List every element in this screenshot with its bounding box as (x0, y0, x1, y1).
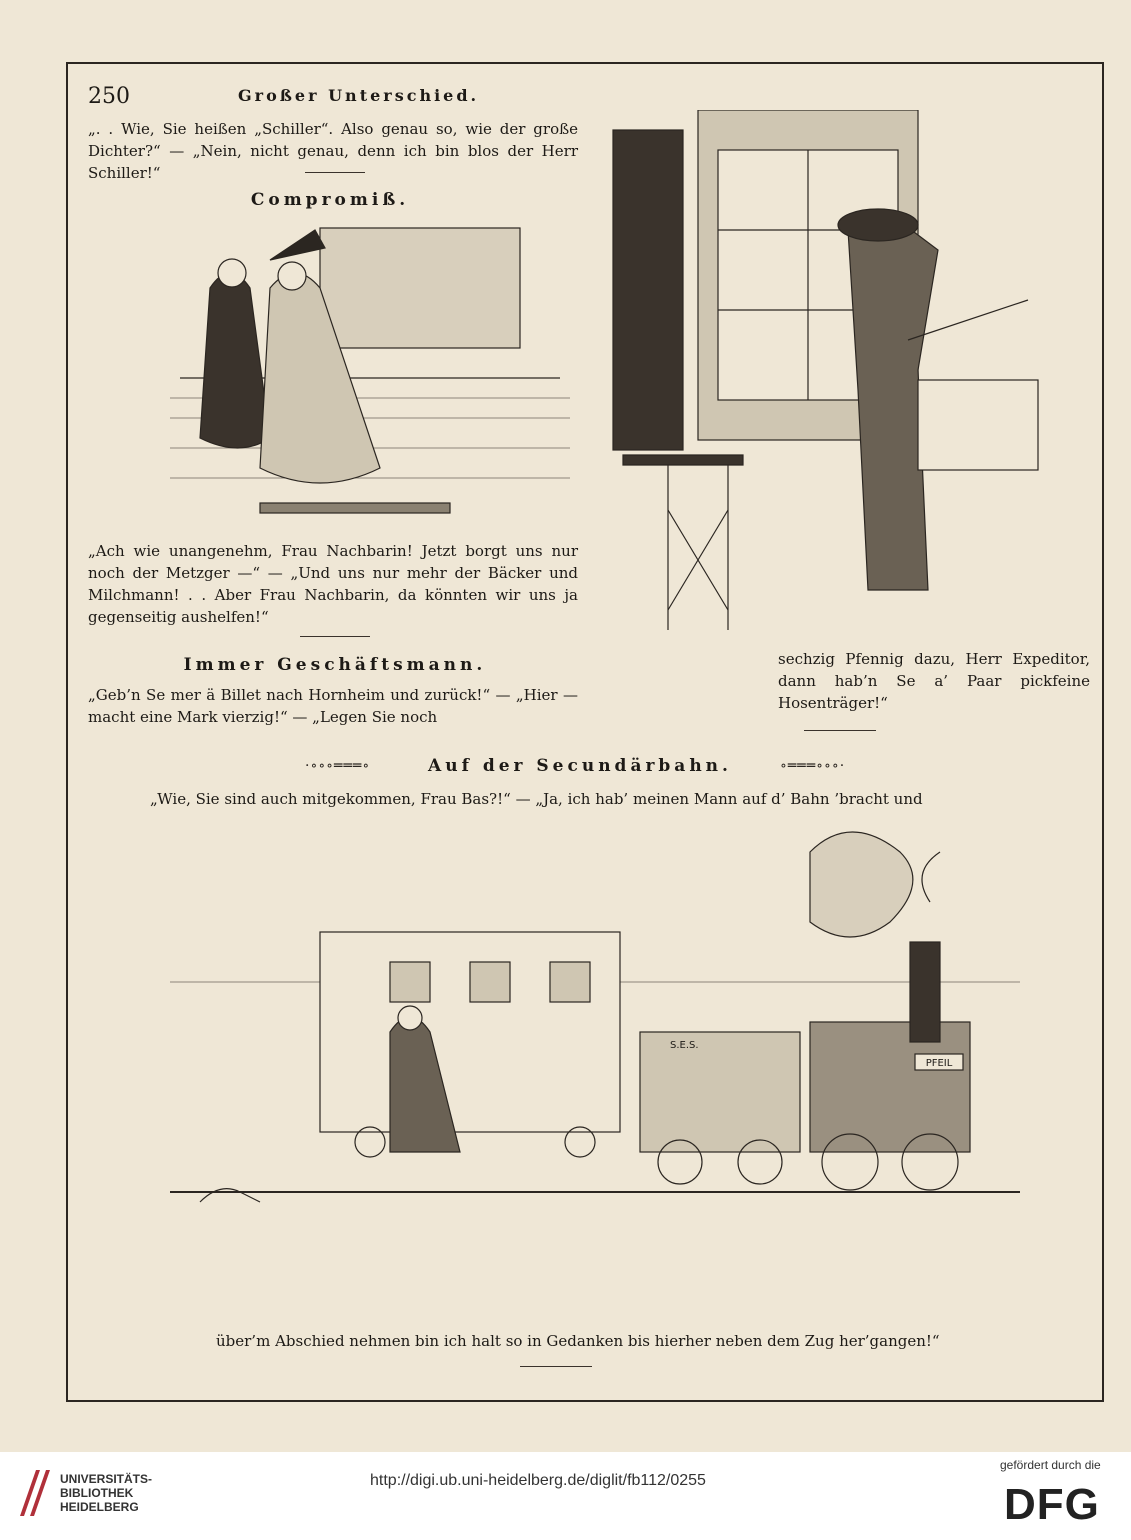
logo-line-1: UNIVERSITÄTS- (60, 1472, 153, 1486)
locomotive-plate: PFEIL (925, 1058, 953, 1069)
dialogue-neighbours: „Ach wie unangenehm, Frau Nachbarin! Jetzt borgt uns nur noch der Metzger —“ — „Und uns nur mehr der Bäcker und Milchmann! . . Aber Frau Nachbarin, da könnten wir uns ja gegenseitig aushelfen!“ (88, 542, 578, 626)
divider (804, 730, 876, 731)
dialogue-train-part1: „Wie, Sie sind auch mitgekommen, Frau Bas?!“ — „Ja, ich hab’ meinen Mann auf d’ Bahn ’bracht und (150, 790, 923, 808)
university-logo-text (60, 1472, 152, 1514)
source-url-link[interactable]: http://digi.ub.uni-heidelberg.de/diglit/fb112/0255 (370, 1472, 706, 1489)
divider (300, 636, 370, 637)
dialogue-train-part2: über’m Abschied nehmen bin ich halt so in Gedanken bis hierher neben dem Zug her’gangen!“ (216, 1332, 940, 1350)
illustration-pedlar-ticket-window (608, 110, 1088, 640)
illustration-two-women (170, 218, 570, 530)
ornament-right: ∘═══∘∘∘· (780, 758, 846, 774)
title-compromiss: Compromiß. (250, 190, 410, 210)
tender-plate: S.E.S. (670, 1040, 699, 1051)
page-header: Großer Unterschied. (238, 86, 480, 105)
ornament-left: ·∘∘∘═══∘ (305, 758, 371, 774)
logo-line-3: HEIDELBERG (60, 1500, 139, 1514)
footer-bar (0, 1452, 1131, 1540)
title-immer-geschaeftsmann: Immer Geschäftsmann. (183, 655, 487, 675)
illustration-secondary-railway (170, 822, 1020, 1322)
dialogue-ticket-part1: „Geb’n Se mer ä Billet nach Hornheim und zurück!“ — „Hier — macht eine Mark vierzig!“ — „Legen Sie noch (88, 686, 578, 726)
logo-line-2: BIBLIOTHEK (60, 1486, 134, 1500)
page-number: 250 (88, 84, 130, 109)
sponsor-text: gefördert durch die (1000, 1458, 1101, 1472)
dfg-logo: DFG (1004, 1480, 1100, 1529)
anecdote-schiller: „. . Wie, Sie heißen „Schiller“. Also genau so, wie der große Dichter?“ — „Nein, nicht genau, denn ich bin blos der Herr Schiller!“ (88, 120, 578, 182)
title-secundaerbahn: Auf der Secundärbahn. (428, 756, 732, 776)
university-logo-icon (16, 1466, 56, 1520)
dialogue-ticket-part2: sechzig Pfennig dazu, Herr Expeditor, dann hab’n Se a’ Paar pickfeine Hosenträger!“ (778, 650, 1090, 712)
divider (520, 1366, 592, 1367)
divider (305, 172, 365, 173)
